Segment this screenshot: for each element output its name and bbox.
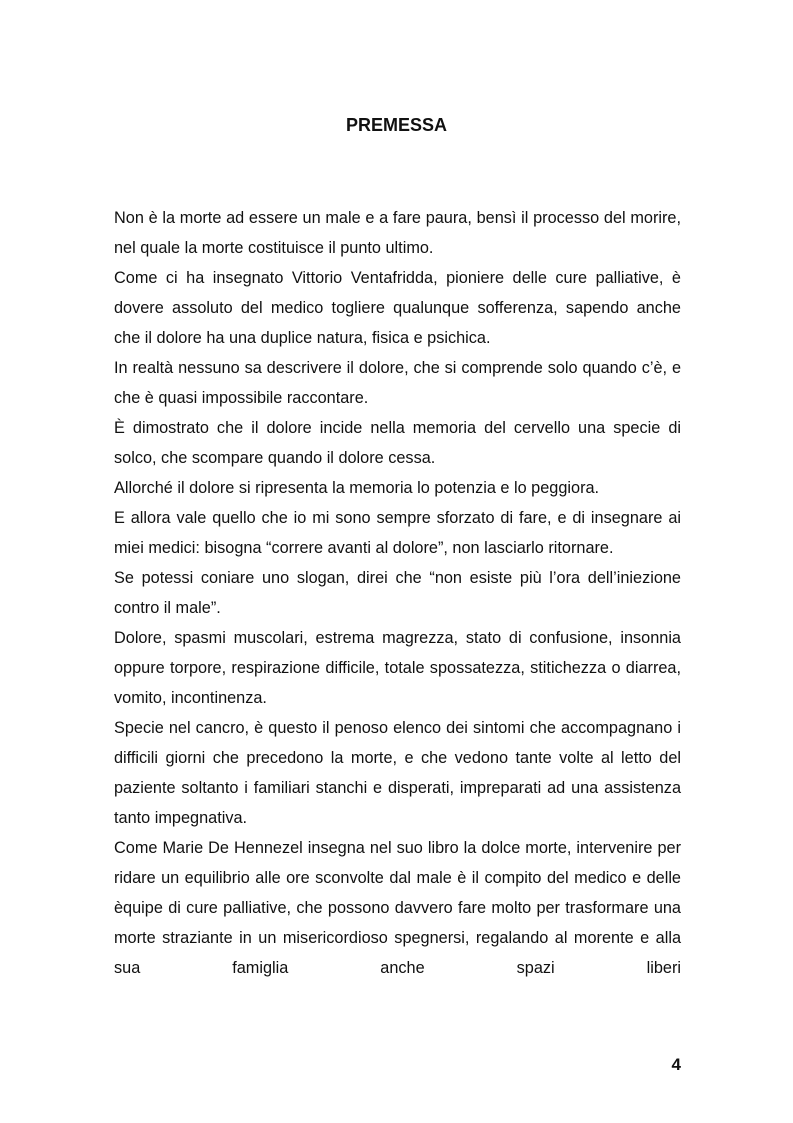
paragraph-last: Come Marie De Hennezel insegna nel suo libro la dolce morte, intervenire per ridare un equilibrio alle ore sconvolte dal male è il compito del medico e delle èquipe di cure palliative, che possono davvero fare molto per trasformare una morte straziante in un misericordioso spegnersi, regalando al morente e alla sua famiglia anche spazi liberi [114, 839, 681, 977]
paragraph: Come ci ha insegnato Vittorio Ventafridda, pioniere delle cure palliative, è dovere assoluto del medico togliere qualunque sofferenza, sapendo anche che il dolore ha una duplice natura, fisica e psichica. [114, 269, 681, 347]
paragraph: Non è la morte ad essere un male e a fare paura, bensì il processo del morire, nel quale la morte costituisce il punto ultimo. [114, 209, 681, 257]
paragraph: È dimostrato che il dolore incide nella memoria del cervello una specie di solco, che scompare quando il dolore cessa. [114, 419, 681, 467]
body-text [114, 203, 681, 983]
paragraph: Dolore, spasmi muscolari, estrema magrezza, stato di confusione, insonnia oppure torpore, respirazione difficile, totale spossatezza, stitichezza o diarrea, vomito, incontinenza. [114, 629, 681, 707]
page-number: 4 [671, 1055, 681, 1074]
paragraph: Specie nel cancro, è questo il penoso elenco dei sintomi che accompagnano i difficili giorni che precedono la morte, e che vedono tante volte al letto del paziente soltanto i familiari stanchi e disperati, impreparati ad una assistenza tanto impegnativa. [114, 719, 681, 827]
page-title: PREMESSA [345, 115, 448, 135]
paragraph: In realtà nessuno sa descrivere il dolore, che si comprende solo quando c’è, e che è quasi impossibile raccontare. [114, 359, 681, 407]
paragraph: Allorché il dolore si ripresenta la memoria lo potenzia e lo peggiora. [114, 479, 600, 497]
paragraph: E allora vale quello che io mi sono sempre sforzato di fare, e di insegnare ai miei medici: bisogna “correre avanti al dolore”, non lasciarlo ritornare. [114, 509, 681, 557]
paragraph: Se potessi coniare uno slogan, direi che “non esiste più l’ora dell’iniezione contro il male”. [114, 569, 681, 617]
